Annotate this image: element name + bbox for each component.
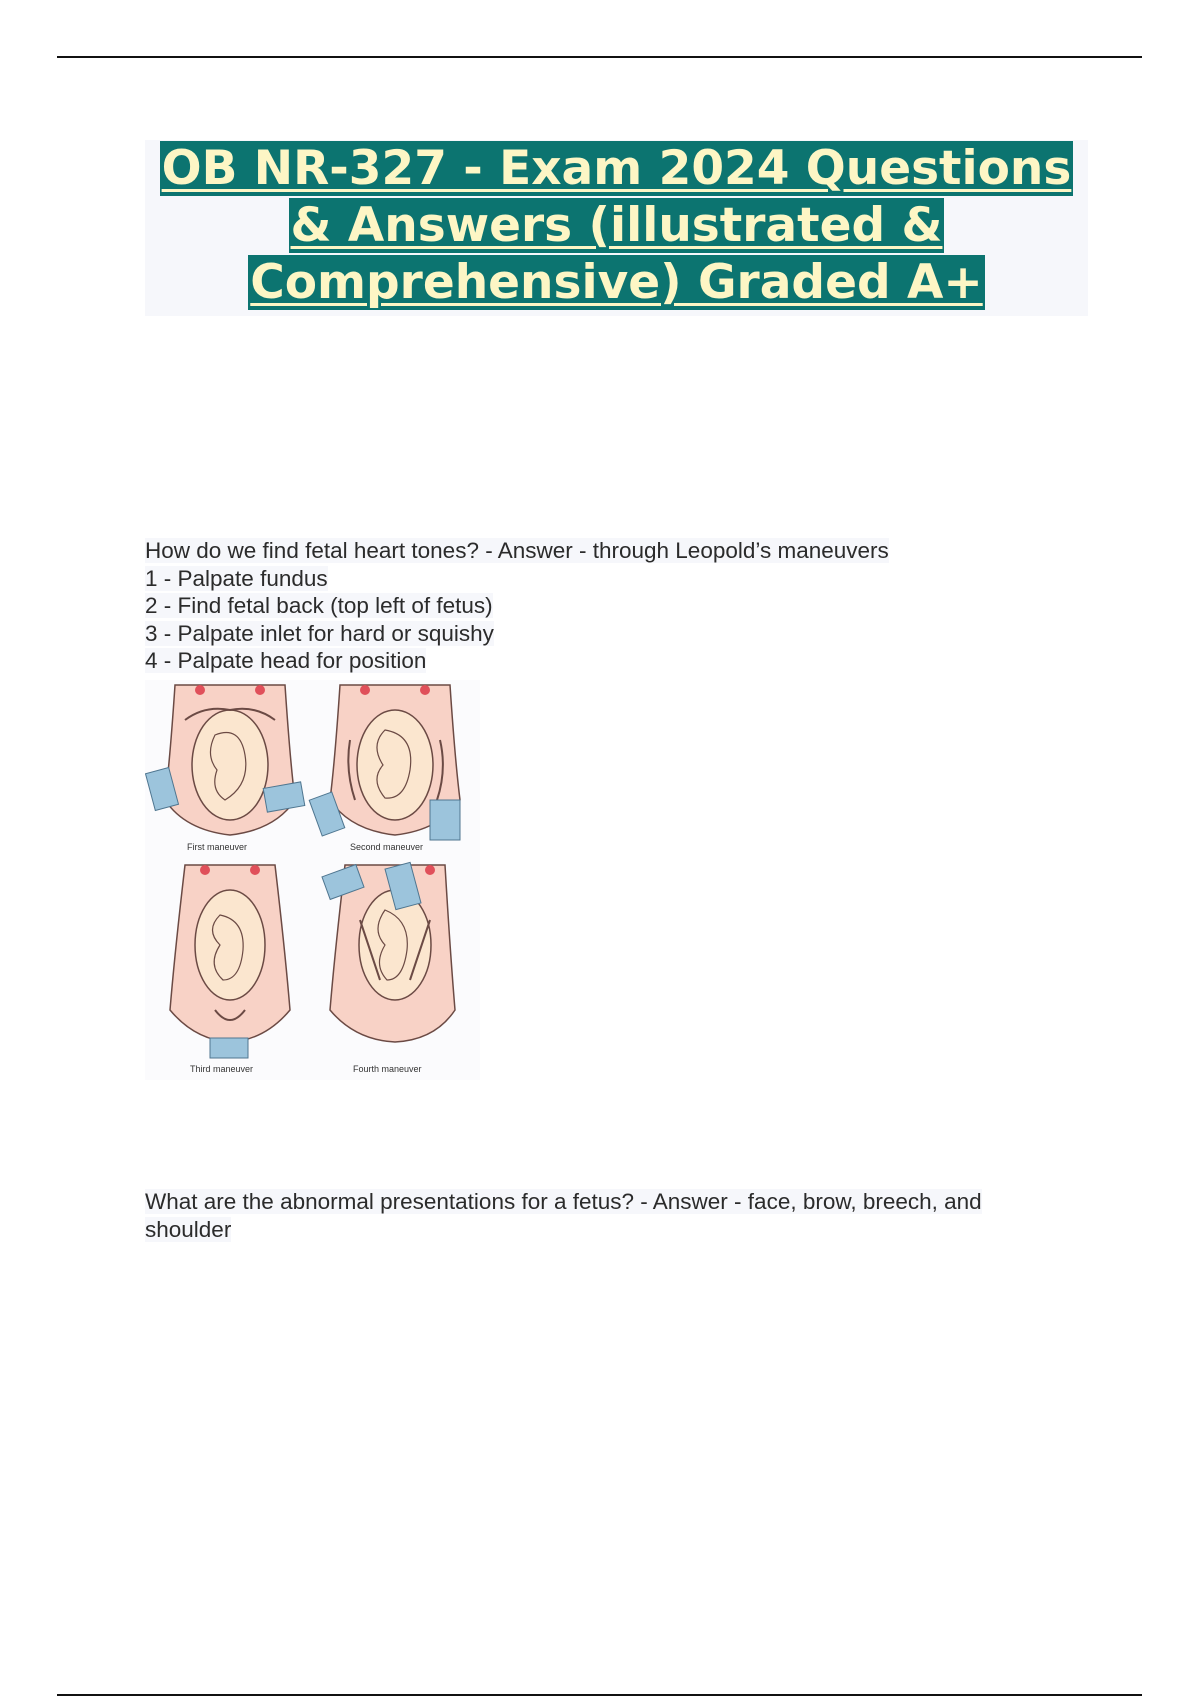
top-rule (57, 56, 1142, 58)
title-line-1: OB NR-327 - Exam 2024 Questions (161, 141, 1072, 196)
step-4: 4 - Palpate head for position (145, 648, 427, 673)
question-1-text: How do we find fetal heart tones? - Answer - through Leopold’s maneuvers (145, 538, 889, 563)
step-1: 1 - Palpate fundus (145, 565, 328, 591)
bottom-rule (57, 1694, 1142, 1696)
question-2-text: What are the abnormal presentations for a fetus? - Answer - face, brow, breech, and shoulder (145, 1189, 982, 1242)
step-2: 2 - Find fetal back (top left of fetus) (145, 593, 493, 618)
caption-third-maneuver: Third maneuver (190, 1064, 254, 1074)
caption-first-maneuver: First maneuver (187, 842, 248, 852)
title-block (145, 140, 1088, 316)
step-3: 3 - Palpate inlet for hard or squishy (145, 620, 494, 646)
caption-second-maneuver: Second maneuver (350, 842, 424, 852)
caption-fourth-maneuver: Fourth maneuver (353, 1064, 422, 1074)
second-maneuver-drawing (309, 685, 460, 840)
question-1 (145, 537, 889, 675)
question-2 (145, 1188, 1050, 1243)
document-title (145, 140, 1088, 311)
title-line-3: Comprehensive) Graded A+ (250, 255, 983, 310)
title-line-2: & Answers (illustrated & (290, 198, 943, 253)
leopold-maneuvers-illustration (145, 680, 480, 1080)
third-maneuver-drawing (170, 865, 290, 1058)
fourth-maneuver-drawing (322, 862, 455, 1042)
first-maneuver-drawing (145, 685, 304, 835)
